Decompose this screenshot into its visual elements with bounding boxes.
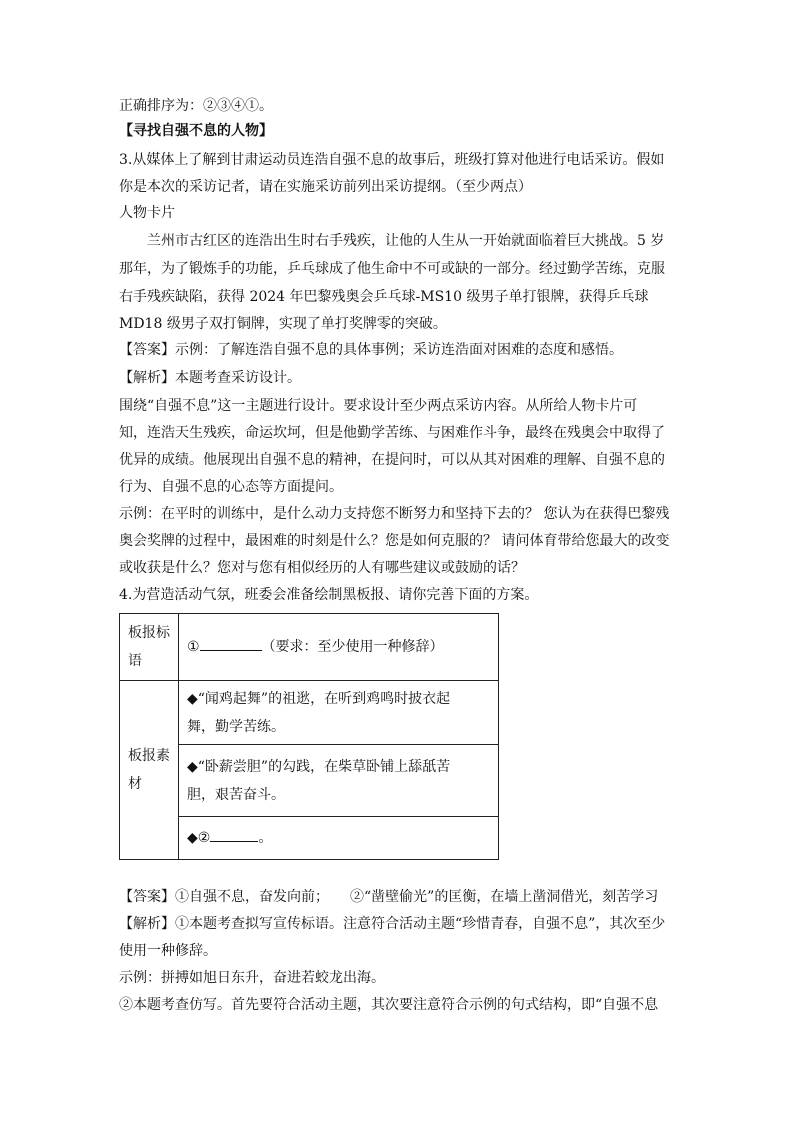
example-3-line-3: 或收获是什么？您对与您有相似经历的人有哪些建议或鼓励的话？ (119, 560, 525, 576)
section-heading: 【寻找自强不息的人物】 (119, 123, 273, 139)
material-item-3-suffix: 。 (258, 830, 273, 846)
question-3-line-2: 你是本次的采访记者，请在实施采访前列出采访提纲。（至少两点） (119, 179, 532, 195)
analysis-4-line-1: 【解析】①本题考查拟写宣传标语。注意符合活动主题“珍惜青春，自强不息”，其次至少 (119, 916, 666, 932)
answer-4: 【答案】①自强不息，奋发向前； ②“凿壁偷光”的匡衡，在墙上凿洞借光，刻苦学习 (119, 889, 659, 905)
analysis-3-line-3: 优异的成绩。他展现出自强不息的精神，在提问时，可以从其对困难的理解、自强不息的 (119, 452, 665, 468)
slogan-blank (200, 636, 262, 651)
example-3-line-1: 示例：在平时的训练中，是什么动力支持您不断努力和坚持下去的？ 您认为在获得巴黎残 (119, 506, 670, 522)
material-header-line-2: 材 (128, 776, 142, 792)
slogan-header-cell (120, 614, 179, 681)
card-paragraph-line-3: 右手残疾缺陷，获得 2024 年巴黎残奥会乒乓球-MS10 级男子单打银牌，获得乒乓球 (119, 289, 649, 305)
material-item-3 (179, 817, 499, 860)
analysis-4-line-2: 使用一种修辞。 (119, 943, 217, 959)
card-paragraph-line-2: 那年，为了锻炼手的功能，乒乓球成了他生命中不可或缺的一部分。经过勤学苦练，克服 (119, 261, 665, 277)
blackboard-plan-table (119, 613, 499, 860)
analysis-3-line-1: 围绕“自强不息”这一主题进行设计。要求设计至少两点采访内容。从所给人物卡片可 (119, 398, 638, 414)
material-item-3-blank (210, 827, 258, 842)
slogan-cell (179, 614, 499, 681)
material-item-1-line-2: 舞，勤学苦练。 (187, 718, 285, 735)
analysis-3-line-4: 行为、自强不息的心态等方面提问。 (119, 479, 343, 495)
slogan-prefix: ① (187, 639, 200, 655)
table-row (120, 614, 499, 681)
material-item-1-line-1: ◆“闻鸡起舞”的祖逖，在听到鸡鸣时披衣起 (187, 690, 451, 707)
table-row (120, 681, 499, 745)
material-item-2-line-2: 胆，艰苦奋斗。 (187, 786, 285, 803)
person-card-title: 人物卡片 (119, 205, 175, 221)
analysis-3-line-2: 知，连浩天生残疾，命运坎坷，但是他勤学苦练、与困难作斗争，最终在残奥会中取得了 (119, 425, 665, 441)
material-item-3-prefix: ◆② (187, 830, 211, 846)
example-4: 示例：拼搏如旭日东升，奋进若蛟龙出海。 (119, 970, 385, 986)
slogan-header-line-2: 语 (128, 653, 142, 669)
card-paragraph-line-1: 兰州市古红区的连浩出生时右手残疾，让他的人生从一开始就面临着巨大挑战。5 岁 (119, 233, 665, 249)
analysis-4-line-3: ②本题考查仿写。首先要符合活动主题，其次要注意符合示例的句式结构，即“自强不息 (119, 997, 659, 1013)
material-item-2-line-1: ◆“卧薪尝胆”的勾践，在柴草卧铺上舔舐苦 (187, 758, 451, 775)
card-paragraph-line-4: MD18 级男子双打铜牌，实现了单打奖牌零的突破。 (119, 316, 447, 332)
sort-order-line: 正确排序为：②③④①。 (119, 98, 273, 114)
slogan-requirement: （要求：至少使用一种修辞） (261, 639, 444, 655)
material-header-line-1: 板报素 (128, 748, 170, 764)
question-4: 4.为营造活动气氛，班委会准备绘制黑板报、请你完善下面的方案。 (119, 587, 539, 603)
analysis-3-heading: 【解析】本题考查采访设计。 (119, 370, 301, 386)
slogan-header-line-1: 板报标 (128, 625, 170, 641)
material-header-cell (120, 681, 179, 860)
question-3-line-1: 3.从媒体上了解到甘肃运动员连浩自强不息的故事后，班级打算对他进行电话采访。假如 (119, 152, 665, 168)
answer-3: 【答案】示例：了解连浩自强不息的具体事例；采访连浩面对困难的态度和感悟。 (119, 342, 623, 358)
material-item-1 (179, 681, 499, 745)
example-3-line-2: 奥会奖牌的过程中，最困难的时刻是什么？您是如何克服的？ 请问体育带给您最大的改变 (119, 533, 670, 549)
material-item-2 (179, 745, 499, 817)
